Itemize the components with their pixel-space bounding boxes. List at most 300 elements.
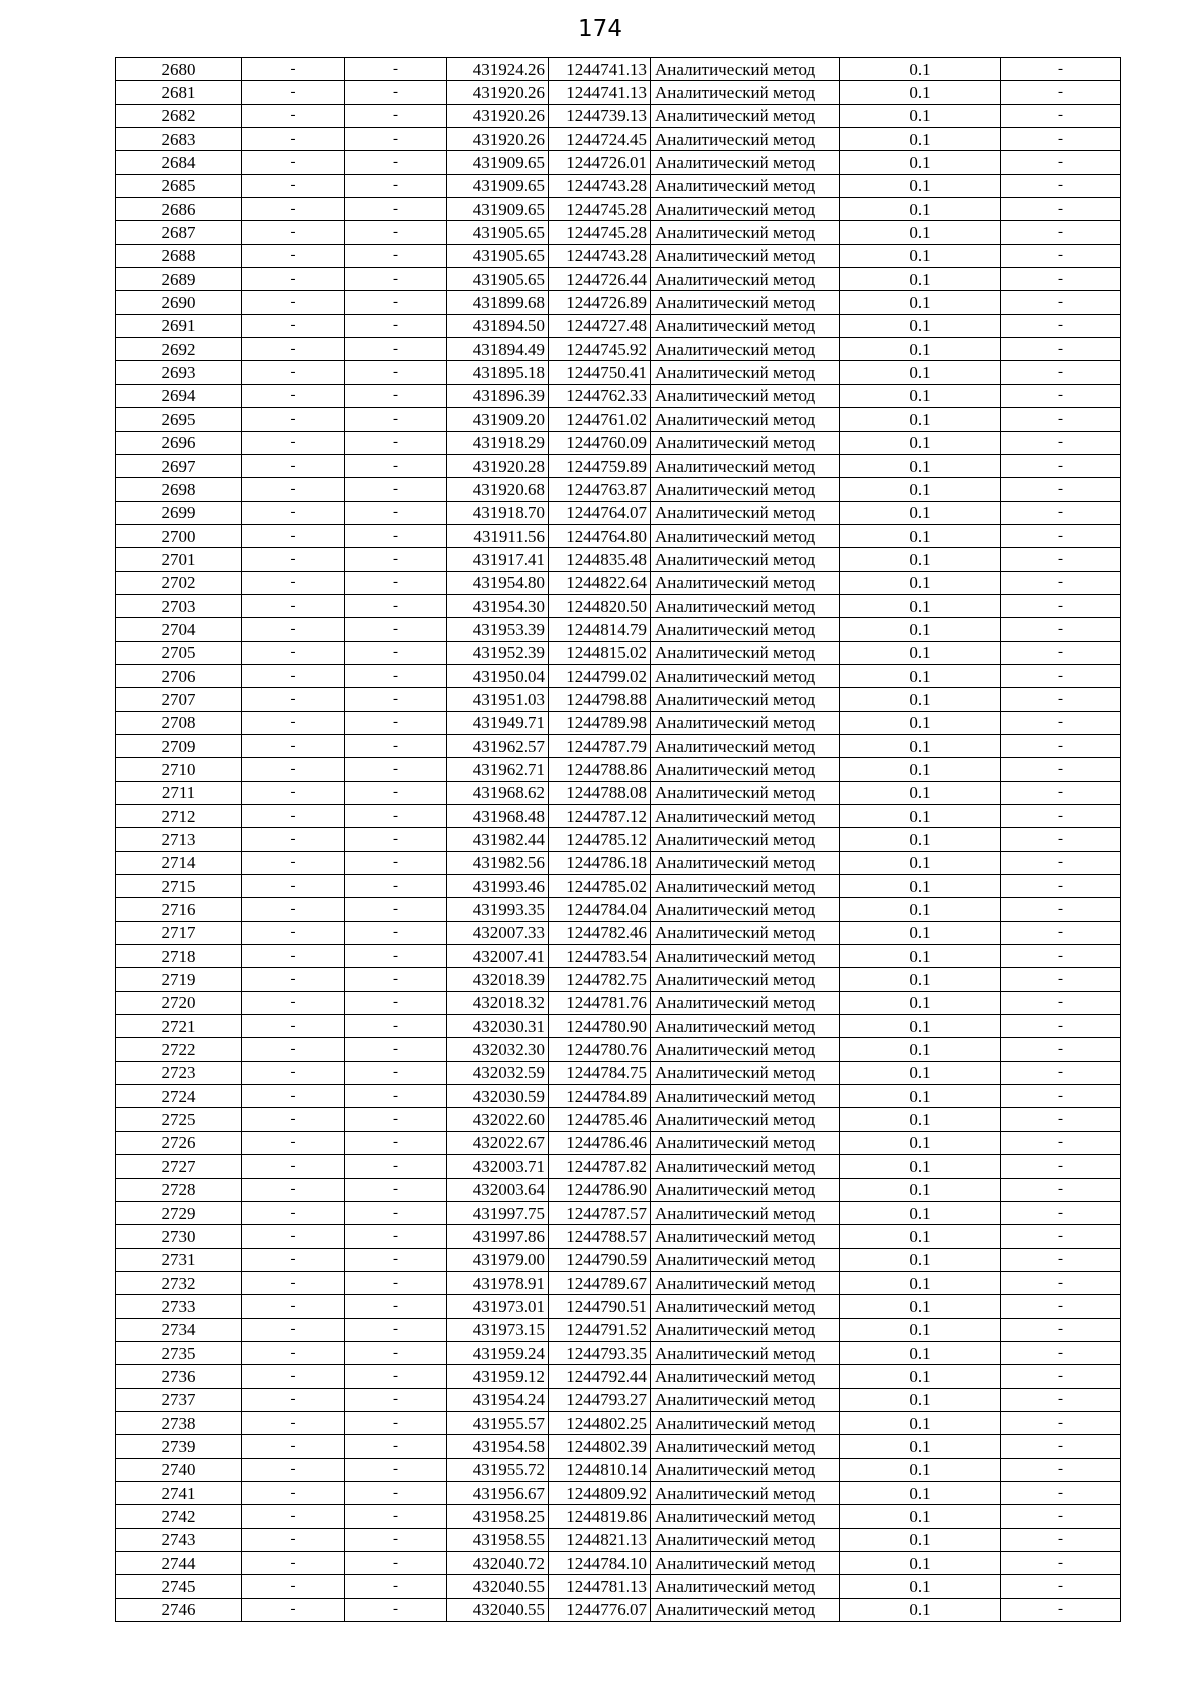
accuracy-cell: 0.1 — [840, 408, 1001, 431]
method-cell: Аналитический метод — [651, 1598, 840, 1621]
method-cell: Аналитический метод — [651, 384, 840, 407]
empty-cell-3: - — [1001, 1131, 1121, 1154]
point-number-cell: 2697 — [116, 454, 242, 477]
y-coordinate-cell: 1244822.64 — [549, 571, 651, 594]
table-row — [116, 711, 1121, 734]
empty-cell-1: - — [242, 58, 345, 81]
method-cell: Аналитический метод — [651, 1481, 840, 1504]
empty-cell-3: - — [1001, 1201, 1121, 1224]
empty-cell-3: - — [1001, 58, 1121, 81]
method-cell: Аналитический метод — [651, 1458, 840, 1481]
method-cell: Аналитический метод — [651, 314, 840, 337]
page-number: 174 — [578, 16, 622, 42]
point-number-cell: 2737 — [116, 1388, 242, 1411]
y-coordinate-cell: 1244743.28 — [549, 244, 651, 267]
empty-cell-1: - — [242, 851, 345, 874]
empty-cell-1: - — [242, 1505, 345, 1528]
empty-cell-2: - — [345, 758, 447, 781]
empty-cell-1: - — [242, 244, 345, 267]
accuracy-cell: 0.1 — [840, 594, 1001, 617]
empty-cell-2: - — [345, 268, 447, 291]
table-row — [116, 128, 1121, 151]
empty-cell-2: - — [345, 314, 447, 337]
empty-cell-1: - — [242, 594, 345, 617]
empty-cell-2: - — [345, 805, 447, 828]
point-number-cell: 2743 — [116, 1528, 242, 1551]
accuracy-cell: 0.1 — [840, 431, 1001, 454]
accuracy-cell: 0.1 — [840, 244, 1001, 267]
table-row — [116, 968, 1121, 991]
empty-cell-1: - — [242, 384, 345, 407]
y-coordinate-cell: 1244726.01 — [549, 151, 651, 174]
empty-cell-2: - — [345, 1201, 447, 1224]
empty-cell-1: - — [242, 1131, 345, 1154]
point-number-cell: 2745 — [116, 1575, 242, 1598]
x-coordinate-cell: 431896.39 — [447, 384, 549, 407]
empty-cell-1: - — [242, 968, 345, 991]
accuracy-cell: 0.1 — [840, 338, 1001, 361]
empty-cell-1: - — [242, 1085, 345, 1108]
empty-cell-3: - — [1001, 454, 1121, 477]
method-cell: Аналитический метод — [651, 1271, 840, 1294]
table-row — [116, 618, 1121, 641]
y-coordinate-cell: 1244786.46 — [549, 1131, 651, 1154]
point-number-cell: 2704 — [116, 618, 242, 641]
x-coordinate-cell: 431917.41 — [447, 548, 549, 571]
accuracy-cell: 0.1 — [840, 1575, 1001, 1598]
table-row — [116, 1225, 1121, 1248]
table-row — [116, 1295, 1121, 1318]
x-coordinate-cell: 432003.64 — [447, 1178, 549, 1201]
point-number-cell: 2723 — [116, 1061, 242, 1084]
x-coordinate-cell: 432007.41 — [447, 945, 549, 968]
empty-cell-3: - — [1001, 711, 1121, 734]
empty-cell-3: - — [1001, 594, 1121, 617]
empty-cell-2: - — [345, 1295, 447, 1318]
empty-cell-1: - — [242, 875, 345, 898]
empty-cell-3: - — [1001, 408, 1121, 431]
empty-cell-3: - — [1001, 1435, 1121, 1458]
empty-cell-2: - — [345, 1038, 447, 1061]
x-coordinate-cell: 431968.62 — [447, 781, 549, 804]
accuracy-cell: 0.1 — [840, 58, 1001, 81]
empty-cell-2: - — [345, 921, 447, 944]
x-coordinate-cell: 431954.30 — [447, 594, 549, 617]
accuracy-cell: 0.1 — [840, 945, 1001, 968]
empty-cell-3: - — [1001, 361, 1121, 384]
y-coordinate-cell: 1244726.89 — [549, 291, 651, 314]
table-row — [116, 1178, 1121, 1201]
x-coordinate-cell: 431950.04 — [447, 664, 549, 687]
table-row — [116, 198, 1121, 221]
empty-cell-2: - — [345, 431, 447, 454]
y-coordinate-cell: 1244821.13 — [549, 1528, 651, 1551]
y-coordinate-cell: 1244792.44 — [549, 1365, 651, 1388]
y-coordinate-cell: 1244787.57 — [549, 1201, 651, 1224]
x-coordinate-cell: 431905.65 — [447, 221, 549, 244]
empty-cell-2: - — [345, 875, 447, 898]
x-coordinate-cell: 431920.26 — [447, 128, 549, 151]
accuracy-cell: 0.1 — [840, 1085, 1001, 1108]
y-coordinate-cell: 1244815.02 — [549, 641, 651, 664]
method-cell: Аналитический метод — [651, 991, 840, 1014]
table-row — [116, 1528, 1121, 1551]
y-coordinate-cell: 1244799.02 — [549, 664, 651, 687]
table-row — [116, 431, 1121, 454]
table-row — [116, 664, 1121, 687]
empty-cell-3: - — [1001, 81, 1121, 104]
y-coordinate-cell: 1244745.28 — [549, 221, 651, 244]
table-row — [116, 1131, 1121, 1154]
x-coordinate-cell: 431905.65 — [447, 268, 549, 291]
empty-cell-2: - — [345, 594, 447, 617]
empty-cell-3: - — [1001, 664, 1121, 687]
x-coordinate-cell: 432030.31 — [447, 1015, 549, 1038]
y-coordinate-cell: 1244785.12 — [549, 828, 651, 851]
table-row — [116, 81, 1121, 104]
method-cell: Аналитический метод — [651, 174, 840, 197]
empty-cell-2: - — [345, 81, 447, 104]
table-row — [116, 338, 1121, 361]
x-coordinate-cell: 431918.70 — [447, 501, 549, 524]
empty-cell-3: - — [1001, 1085, 1121, 1108]
empty-cell-3: - — [1001, 851, 1121, 874]
method-cell: Аналитический метод — [651, 1178, 840, 1201]
table-row — [116, 1458, 1121, 1481]
empty-cell-2: - — [345, 338, 447, 361]
empty-cell-3: - — [1001, 641, 1121, 664]
table-row — [116, 408, 1121, 431]
empty-cell-2: - — [345, 1131, 447, 1154]
x-coordinate-cell: 431968.48 — [447, 805, 549, 828]
x-coordinate-cell: 431911.56 — [447, 524, 549, 547]
y-coordinate-cell: 1244762.33 — [549, 384, 651, 407]
empty-cell-3: - — [1001, 1108, 1121, 1131]
point-number-cell: 2691 — [116, 314, 242, 337]
empty-cell-1: - — [242, 945, 345, 968]
method-cell: Аналитический метод — [651, 244, 840, 267]
empty-cell-1: - — [242, 805, 345, 828]
empty-cell-3: - — [1001, 314, 1121, 337]
y-coordinate-cell: 1244788.57 — [549, 1225, 651, 1248]
y-coordinate-cell: 1244759.89 — [549, 454, 651, 477]
empty-cell-1: - — [242, 408, 345, 431]
accuracy-cell: 0.1 — [840, 454, 1001, 477]
table-row — [116, 1411, 1121, 1434]
empty-cell-2: - — [345, 828, 447, 851]
accuracy-cell: 0.1 — [840, 1598, 1001, 1621]
empty-cell-3: - — [1001, 921, 1121, 944]
empty-cell-1: - — [242, 1598, 345, 1621]
point-number-cell: 2720 — [116, 991, 242, 1014]
x-coordinate-cell: 431918.29 — [447, 431, 549, 454]
table-row — [116, 501, 1121, 524]
accuracy-cell: 0.1 — [840, 548, 1001, 571]
accuracy-cell: 0.1 — [840, 1201, 1001, 1224]
method-cell: Аналитический метод — [651, 221, 840, 244]
y-coordinate-cell: 1244763.87 — [549, 478, 651, 501]
x-coordinate-cell: 431905.65 — [447, 244, 549, 267]
point-number-cell: 2680 — [116, 58, 242, 81]
empty-cell-3: - — [1001, 548, 1121, 571]
y-coordinate-cell: 1244727.48 — [549, 314, 651, 337]
method-cell: Аналитический метод — [651, 128, 840, 151]
table-row — [116, 1015, 1121, 1038]
table-row — [116, 361, 1121, 384]
empty-cell-2: - — [345, 408, 447, 431]
point-number-cell: 2742 — [116, 1505, 242, 1528]
table-row — [116, 945, 1121, 968]
empty-cell-1: - — [242, 478, 345, 501]
y-coordinate-cell: 1244764.07 — [549, 501, 651, 524]
point-number-cell: 2683 — [116, 128, 242, 151]
accuracy-cell: 0.1 — [840, 1365, 1001, 1388]
point-number-cell: 2686 — [116, 198, 242, 221]
point-number-cell: 2687 — [116, 221, 242, 244]
empty-cell-3: - — [1001, 1505, 1121, 1528]
table-row — [116, 805, 1121, 828]
method-cell: Аналитический метод — [651, 1411, 840, 1434]
table-row — [116, 641, 1121, 664]
method-cell: Аналитический метод — [651, 1248, 840, 1271]
table-row — [116, 594, 1121, 617]
empty-cell-3: - — [1001, 758, 1121, 781]
x-coordinate-cell: 431954.58 — [447, 1435, 549, 1458]
point-number-cell: 2702 — [116, 571, 242, 594]
empty-cell-2: - — [345, 1575, 447, 1598]
empty-cell-2: - — [345, 221, 447, 244]
point-number-cell: 2733 — [116, 1295, 242, 1318]
empty-cell-2: - — [345, 104, 447, 127]
point-number-cell: 2739 — [116, 1435, 242, 1458]
method-cell: Аналитический метод — [651, 1575, 840, 1598]
empty-cell-3: - — [1001, 1388, 1121, 1411]
x-coordinate-cell: 431894.49 — [447, 338, 549, 361]
method-cell: Аналитический метод — [651, 1365, 840, 1388]
method-cell: Аналитический метод — [651, 664, 840, 687]
y-coordinate-cell: 1244750.41 — [549, 361, 651, 384]
empty-cell-2: - — [345, 128, 447, 151]
accuracy-cell: 0.1 — [840, 851, 1001, 874]
method-cell: Аналитический метод — [651, 1528, 840, 1551]
point-number-cell: 2690 — [116, 291, 242, 314]
method-cell: Аналитический метод — [651, 501, 840, 524]
table-row — [116, 524, 1121, 547]
accuracy-cell: 0.1 — [840, 198, 1001, 221]
table-row — [116, 1248, 1121, 1271]
method-cell: Аналитический метод — [651, 361, 840, 384]
empty-cell-1: - — [242, 128, 345, 151]
method-cell: Аналитический метод — [651, 898, 840, 921]
empty-cell-1: - — [242, 174, 345, 197]
point-number-cell: 2709 — [116, 734, 242, 757]
table-row — [116, 1038, 1121, 1061]
empty-cell-3: - — [1001, 1295, 1121, 1318]
empty-cell-2: - — [345, 1481, 447, 1504]
y-coordinate-cell: 1244739.13 — [549, 104, 651, 127]
y-coordinate-cell: 1244798.88 — [549, 688, 651, 711]
method-cell: Аналитический метод — [651, 851, 840, 874]
empty-cell-3: - — [1001, 1038, 1121, 1061]
point-number-cell: 2718 — [116, 945, 242, 968]
y-coordinate-cell: 1244782.46 — [549, 921, 651, 944]
y-coordinate-cell: 1244780.90 — [549, 1015, 651, 1038]
point-number-cell: 2717 — [116, 921, 242, 944]
point-number-cell: 2726 — [116, 1131, 242, 1154]
point-number-cell: 2732 — [116, 1271, 242, 1294]
table-row — [116, 898, 1121, 921]
empty-cell-3: - — [1001, 1318, 1121, 1341]
table-row — [116, 291, 1121, 314]
empty-cell-2: - — [345, 1318, 447, 1341]
empty-cell-2: - — [345, 291, 447, 314]
x-coordinate-cell: 431909.65 — [447, 198, 549, 221]
accuracy-cell: 0.1 — [840, 104, 1001, 127]
empty-cell-1: - — [242, 501, 345, 524]
empty-cell-3: - — [1001, 688, 1121, 711]
point-number-cell: 2714 — [116, 851, 242, 874]
method-cell: Аналитический метод — [651, 268, 840, 291]
x-coordinate-cell: 431955.57 — [447, 1411, 549, 1434]
empty-cell-1: - — [242, 1575, 345, 1598]
x-coordinate-cell: 432018.39 — [447, 968, 549, 991]
method-cell: Аналитический метод — [651, 781, 840, 804]
method-cell: Аналитический метод — [651, 758, 840, 781]
method-cell: Аналитический метод — [651, 454, 840, 477]
x-coordinate-cell: 431993.35 — [447, 898, 549, 921]
empty-cell-3: - — [1001, 1248, 1121, 1271]
method-cell: Аналитический метод — [651, 1038, 840, 1061]
empty-cell-1: - — [242, 548, 345, 571]
method-cell: Аналитический метод — [651, 1341, 840, 1364]
empty-cell-3: - — [1001, 1155, 1121, 1178]
table-row — [116, 1085, 1121, 1108]
y-coordinate-cell: 1244741.13 — [549, 58, 651, 81]
point-number-cell: 2713 — [116, 828, 242, 851]
empty-cell-2: - — [345, 781, 447, 804]
accuracy-cell: 0.1 — [840, 1341, 1001, 1364]
method-cell: Аналитический метод — [651, 1061, 840, 1084]
table-row — [116, 454, 1121, 477]
method-cell: Аналитический метод — [651, 81, 840, 104]
x-coordinate-cell: 432022.67 — [447, 1131, 549, 1154]
y-coordinate-cell: 1244784.89 — [549, 1085, 651, 1108]
empty-cell-1: - — [242, 898, 345, 921]
point-number-cell: 2735 — [116, 1341, 242, 1364]
accuracy-cell: 0.1 — [840, 898, 1001, 921]
empty-cell-3: - — [1001, 828, 1121, 851]
table-row — [116, 548, 1121, 571]
empty-cell-1: - — [242, 1365, 345, 1388]
x-coordinate-cell: 431982.44 — [447, 828, 549, 851]
empty-cell-2: - — [345, 548, 447, 571]
x-coordinate-cell: 431956.67 — [447, 1481, 549, 1504]
accuracy-cell: 0.1 — [840, 1458, 1001, 1481]
empty-cell-2: - — [345, 1341, 447, 1364]
method-cell: Аналитический метод — [651, 198, 840, 221]
empty-cell-3: - — [1001, 338, 1121, 361]
table-row — [116, 1271, 1121, 1294]
table-row — [116, 221, 1121, 244]
point-number-cell: 2716 — [116, 898, 242, 921]
point-number-cell: 2693 — [116, 361, 242, 384]
coordinates-table — [115, 57, 1121, 1622]
y-coordinate-cell: 1244835.48 — [549, 548, 651, 571]
empty-cell-1: - — [242, 1108, 345, 1131]
empty-cell-2: - — [345, 478, 447, 501]
empty-cell-2: - — [345, 734, 447, 757]
empty-cell-3: - — [1001, 174, 1121, 197]
x-coordinate-cell: 431979.00 — [447, 1248, 549, 1271]
table-row — [116, 174, 1121, 197]
point-number-cell: 2682 — [116, 104, 242, 127]
method-cell: Аналитический метод — [651, 594, 840, 617]
empty-cell-1: - — [242, 151, 345, 174]
table-row — [116, 1552, 1121, 1575]
accuracy-cell: 0.1 — [840, 291, 1001, 314]
x-coordinate-cell: 431920.26 — [447, 81, 549, 104]
y-coordinate-cell: 1244814.79 — [549, 618, 651, 641]
point-number-cell: 2710 — [116, 758, 242, 781]
table-row — [116, 1061, 1121, 1084]
point-number-cell: 2699 — [116, 501, 242, 524]
accuracy-cell: 0.1 — [840, 758, 1001, 781]
y-coordinate-cell: 1244741.13 — [549, 81, 651, 104]
point-number-cell: 2746 — [116, 1598, 242, 1621]
empty-cell-1: - — [242, 688, 345, 711]
method-cell: Аналитический метод — [651, 151, 840, 174]
table-row — [116, 1318, 1121, 1341]
x-coordinate-cell: 431953.39 — [447, 618, 549, 641]
method-cell: Аналитический метод — [651, 431, 840, 454]
empty-cell-1: - — [242, 81, 345, 104]
table-row — [116, 314, 1121, 337]
accuracy-cell: 0.1 — [840, 1271, 1001, 1294]
empty-cell-2: - — [345, 1271, 447, 1294]
point-number-cell: 2692 — [116, 338, 242, 361]
method-cell: Аналитический метод — [651, 711, 840, 734]
empty-cell-2: - — [345, 991, 447, 1014]
table-row — [116, 828, 1121, 851]
x-coordinate-cell: 431958.25 — [447, 1505, 549, 1528]
accuracy-cell: 0.1 — [840, 805, 1001, 828]
y-coordinate-cell: 1244745.92 — [549, 338, 651, 361]
accuracy-cell: 0.1 — [840, 501, 1001, 524]
x-coordinate-cell: 431894.50 — [447, 314, 549, 337]
empty-cell-1: - — [242, 664, 345, 687]
empty-cell-3: - — [1001, 1271, 1121, 1294]
x-coordinate-cell: 432032.30 — [447, 1038, 549, 1061]
x-coordinate-cell: 432040.55 — [447, 1598, 549, 1621]
empty-cell-1: - — [242, 618, 345, 641]
accuracy-cell: 0.1 — [840, 384, 1001, 407]
method-cell: Аналитический метод — [651, 548, 840, 571]
point-number-cell: 2725 — [116, 1108, 242, 1131]
method-cell: Аналитический метод — [651, 921, 840, 944]
y-coordinate-cell: 1244790.51 — [549, 1295, 651, 1318]
empty-cell-3: - — [1001, 501, 1121, 524]
empty-cell-2: - — [345, 1458, 447, 1481]
y-coordinate-cell: 1244784.10 — [549, 1552, 651, 1575]
x-coordinate-cell: 431895.18 — [447, 361, 549, 384]
empty-cell-2: - — [345, 664, 447, 687]
x-coordinate-cell: 431962.71 — [447, 758, 549, 781]
accuracy-cell: 0.1 — [840, 1481, 1001, 1504]
empty-cell-1: - — [242, 314, 345, 337]
table-row — [116, 1598, 1121, 1621]
empty-cell-2: - — [345, 641, 447, 664]
accuracy-cell: 0.1 — [840, 1295, 1001, 1318]
